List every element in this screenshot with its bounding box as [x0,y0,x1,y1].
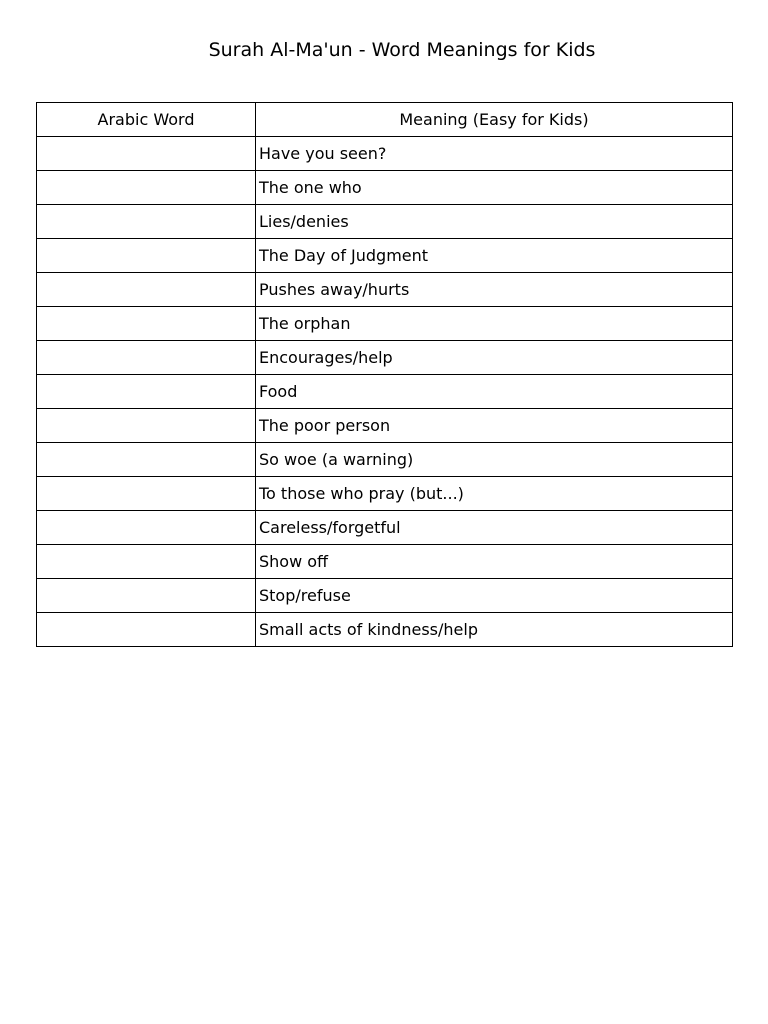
arabic-word-cell [37,375,256,409]
meaning-cell: Show off [256,545,733,579]
arabic-word-cell [37,545,256,579]
meaning-cell: Lies/denies [256,205,733,239]
arabic-word-cell [37,613,256,647]
meaning-cell: Encourages/help [256,341,733,375]
table-row [37,613,733,647]
meaning-cell: To those who pray (but...) [256,477,733,511]
meaning-cell: Small acts of kindness/help [256,613,733,647]
meaning-cell: Stop/refuse [256,579,733,613]
arabic-word-cell [37,477,256,511]
header-meaning: Meaning (Easy for Kids) [256,103,733,137]
arabic-word-cell [37,579,256,613]
arabic-word-cell [37,307,256,341]
arabic-word-cell [37,409,256,443]
header-arabic-word: Arabic Word [37,103,256,137]
table-row [37,477,733,511]
word-meanings-table [36,102,733,647]
table-row [37,545,733,579]
table-header-row [37,103,733,137]
meaning-cell: The orphan [256,307,733,341]
arabic-word-cell [37,171,256,205]
table-row [37,341,733,375]
arabic-word-cell [37,341,256,375]
table-body [37,137,733,647]
table-row [37,511,733,545]
arabic-word-cell [37,239,256,273]
table-row [37,307,733,341]
table-row [37,409,733,443]
table-row [37,171,733,205]
arabic-word-cell [37,273,256,307]
table-row [37,239,733,273]
table-row [37,273,733,307]
arabic-word-cell [37,511,256,545]
meaning-cell: Careless/forgetful [256,511,733,545]
arabic-word-cell [37,205,256,239]
arabic-word-cell [37,137,256,171]
meaning-cell: The poor person [256,409,733,443]
meaning-cell: Food [256,375,733,409]
meaning-cell: Pushes away/hurts [256,273,733,307]
meaning-cell: The Day of Judgment [256,239,733,273]
meaning-cell: The one who [256,171,733,205]
table-row [37,375,733,409]
page-title: Surah Al-Ma'un - Word Meanings for Kids [208,39,596,61]
table-row [37,579,733,613]
arabic-word-cell [37,443,256,477]
meaning-cell: Have you seen? [256,137,733,171]
table-row [37,205,733,239]
table-row [37,443,733,477]
meaning-cell: So woe (a warning) [256,443,733,477]
table-row [37,137,733,171]
